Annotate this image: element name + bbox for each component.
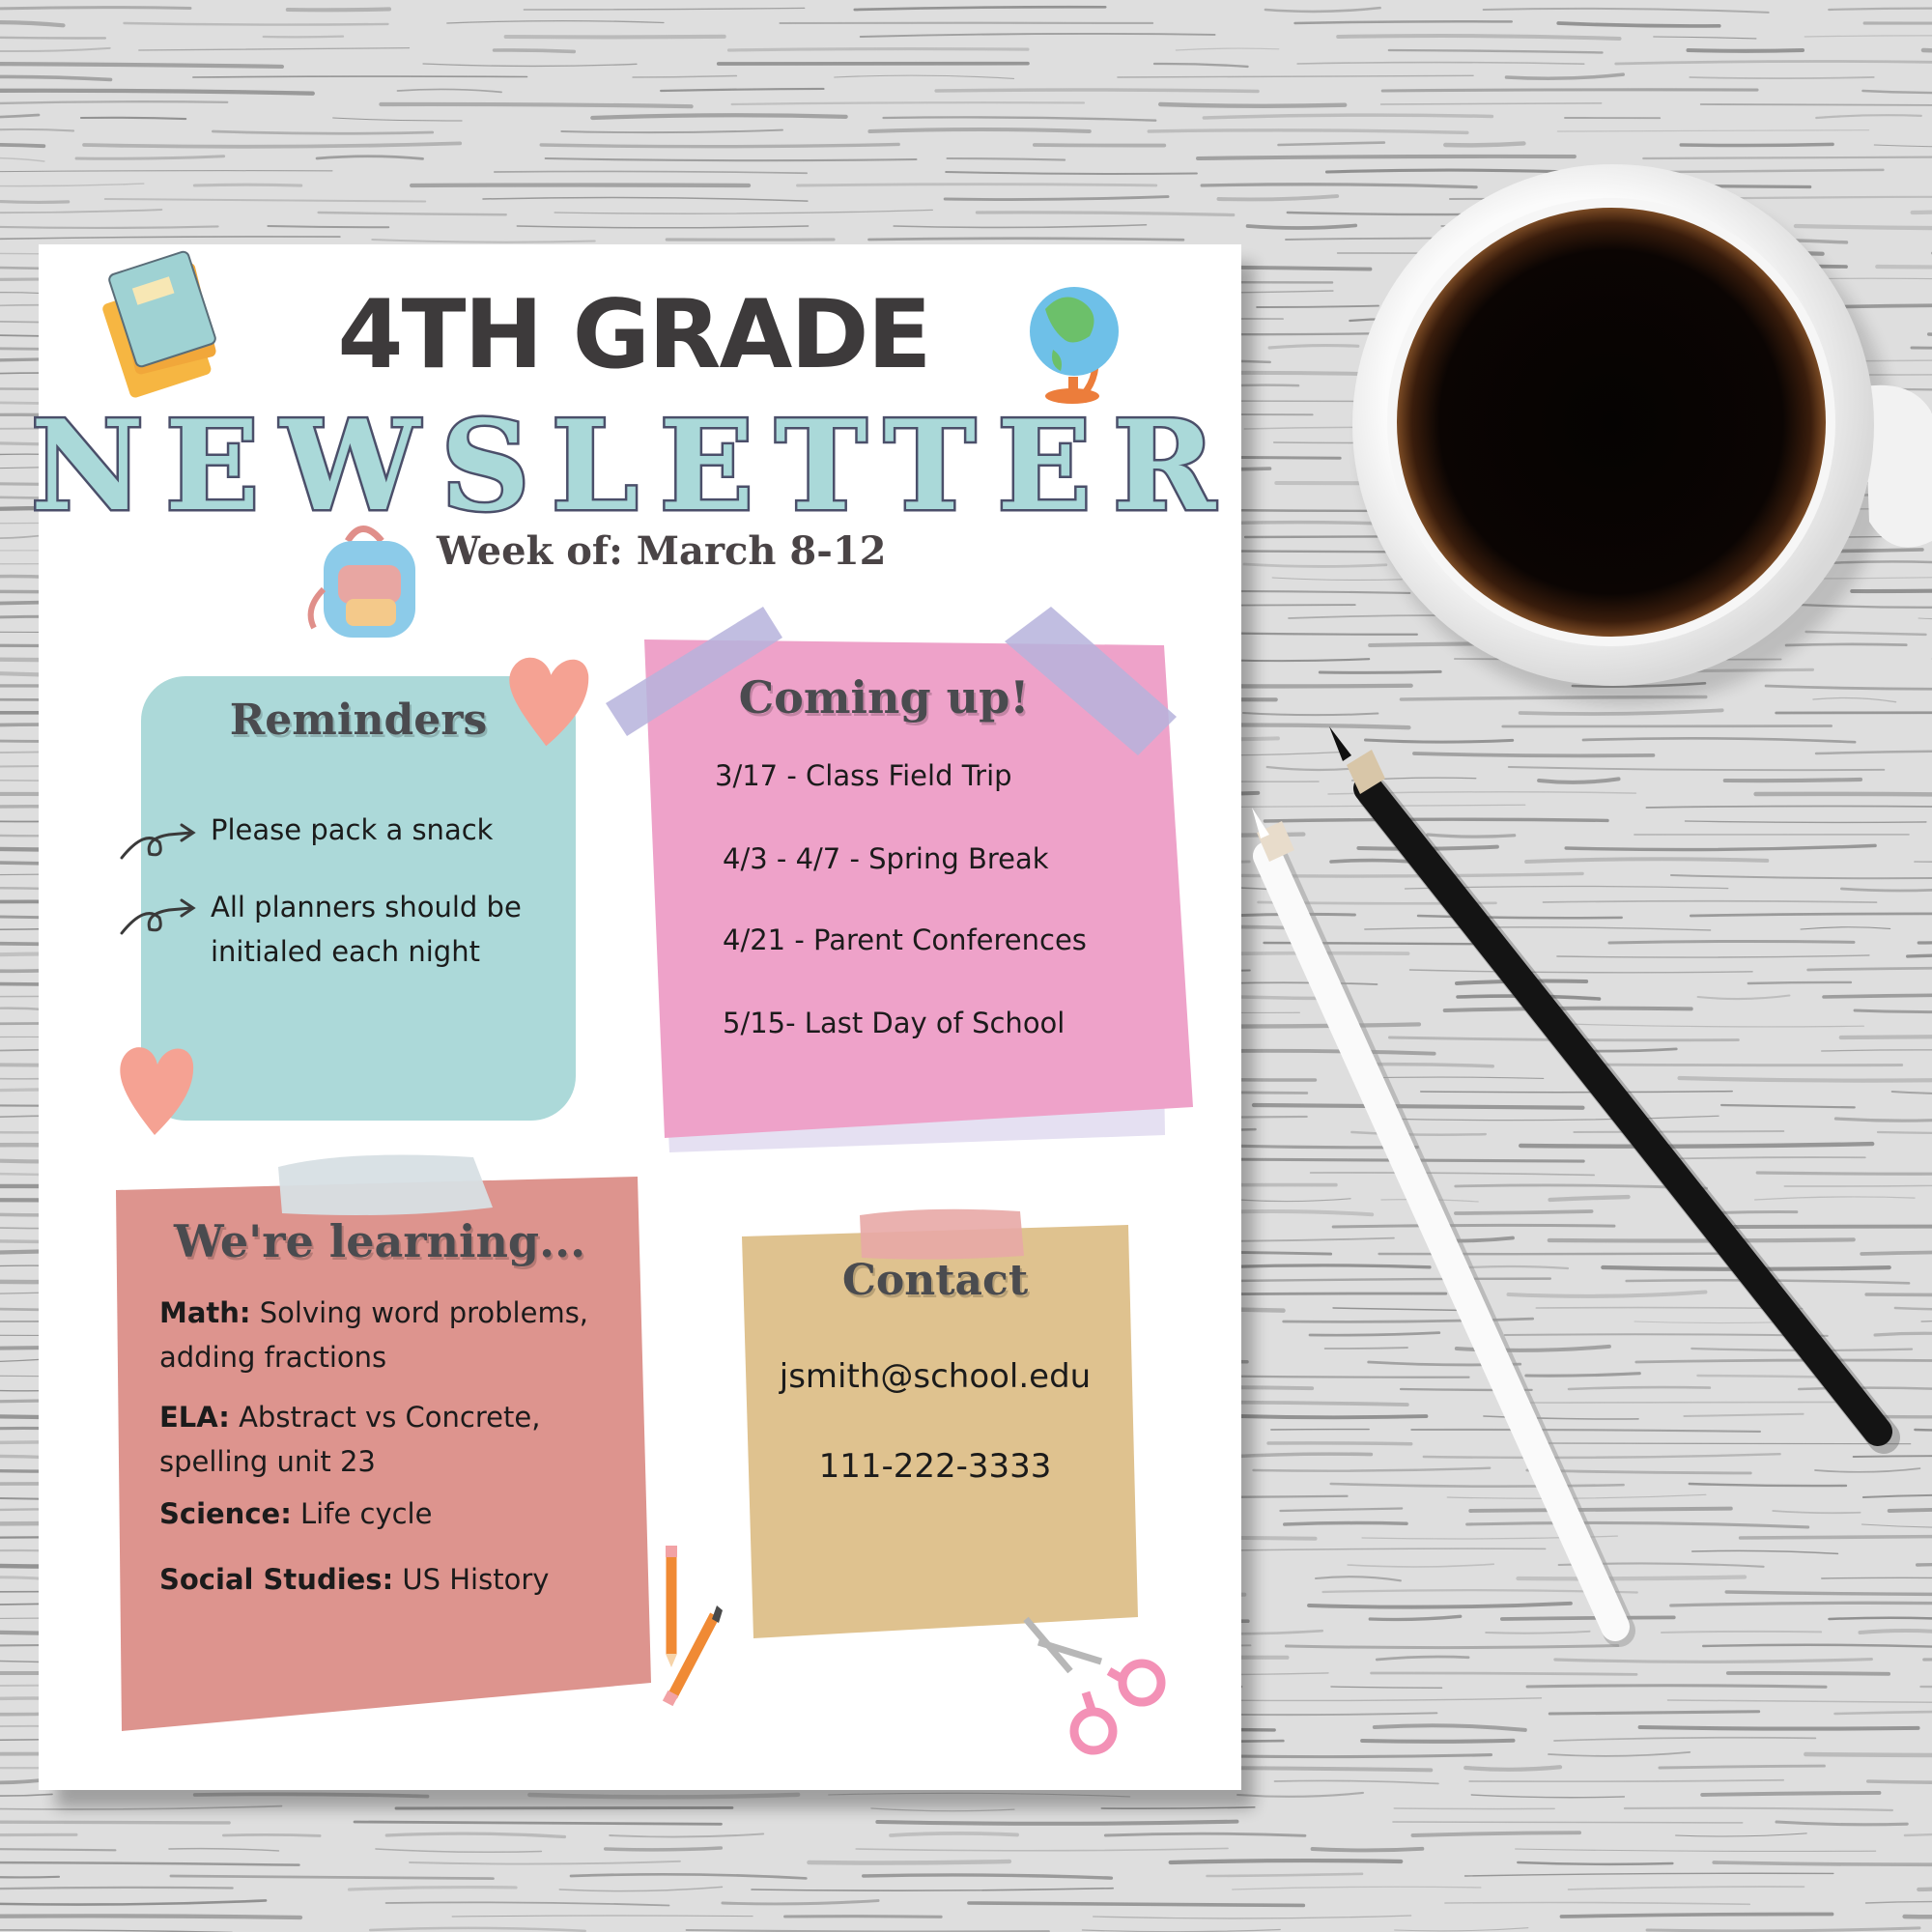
coming-up-heading: Coming up! — [738, 671, 1030, 724]
contact-phone[interactable]: 111-222-3333 — [818, 1447, 1052, 1486]
week-of-date: Week of: March 8-12 — [437, 528, 887, 574]
event-item: 5/15- Last Day of School — [723, 1007, 1065, 1039]
subject-label: Math: — [159, 1296, 251, 1329]
subject-math — [159, 1296, 588, 1329]
subject-text: Life cycle — [300, 1497, 433, 1530]
subject-label: ELA: — [159, 1401, 230, 1434]
newsletter-title-line1: 4TH GRADE — [337, 280, 930, 390]
contact-heading: Contact — [841, 1256, 1029, 1305]
subject-text: Abstract vs Concrete, — [239, 1401, 541, 1434]
event-item: 4/21 - Parent Conferences — [723, 923, 1087, 956]
learning-heading: We're learning... — [174, 1215, 586, 1267]
reminder-item: Please pack a snack — [211, 813, 494, 846]
subject-text-continued: adding fractions — [159, 1341, 387, 1374]
subject-text: Solving word problems, — [259, 1296, 589, 1329]
newsletter-title-line2: NEWSLETTER — [30, 394, 1237, 539]
reminder-item: All planners should be — [211, 891, 522, 923]
reminders-heading: Reminders — [229, 696, 488, 745]
subject-social-studies — [159, 1563, 549, 1596]
event-item: 4/3 - 4/7 - Spring Break — [723, 842, 1049, 875]
subject-science — [159, 1497, 432, 1530]
subject-label: Social Studies: — [159, 1563, 394, 1596]
subject-label: Science: — [159, 1497, 292, 1530]
subject-text: US History — [402, 1563, 550, 1596]
subject-ela — [159, 1401, 540, 1434]
contact-email[interactable]: jsmith@school.edu — [779, 1357, 1092, 1396]
event-item: 3/17 - Class Field Trip — [715, 759, 1012, 792]
subject-text-continued: spelling unit 23 — [159, 1445, 376, 1478]
reminder-item-continued: initialed each night — [211, 935, 480, 968]
